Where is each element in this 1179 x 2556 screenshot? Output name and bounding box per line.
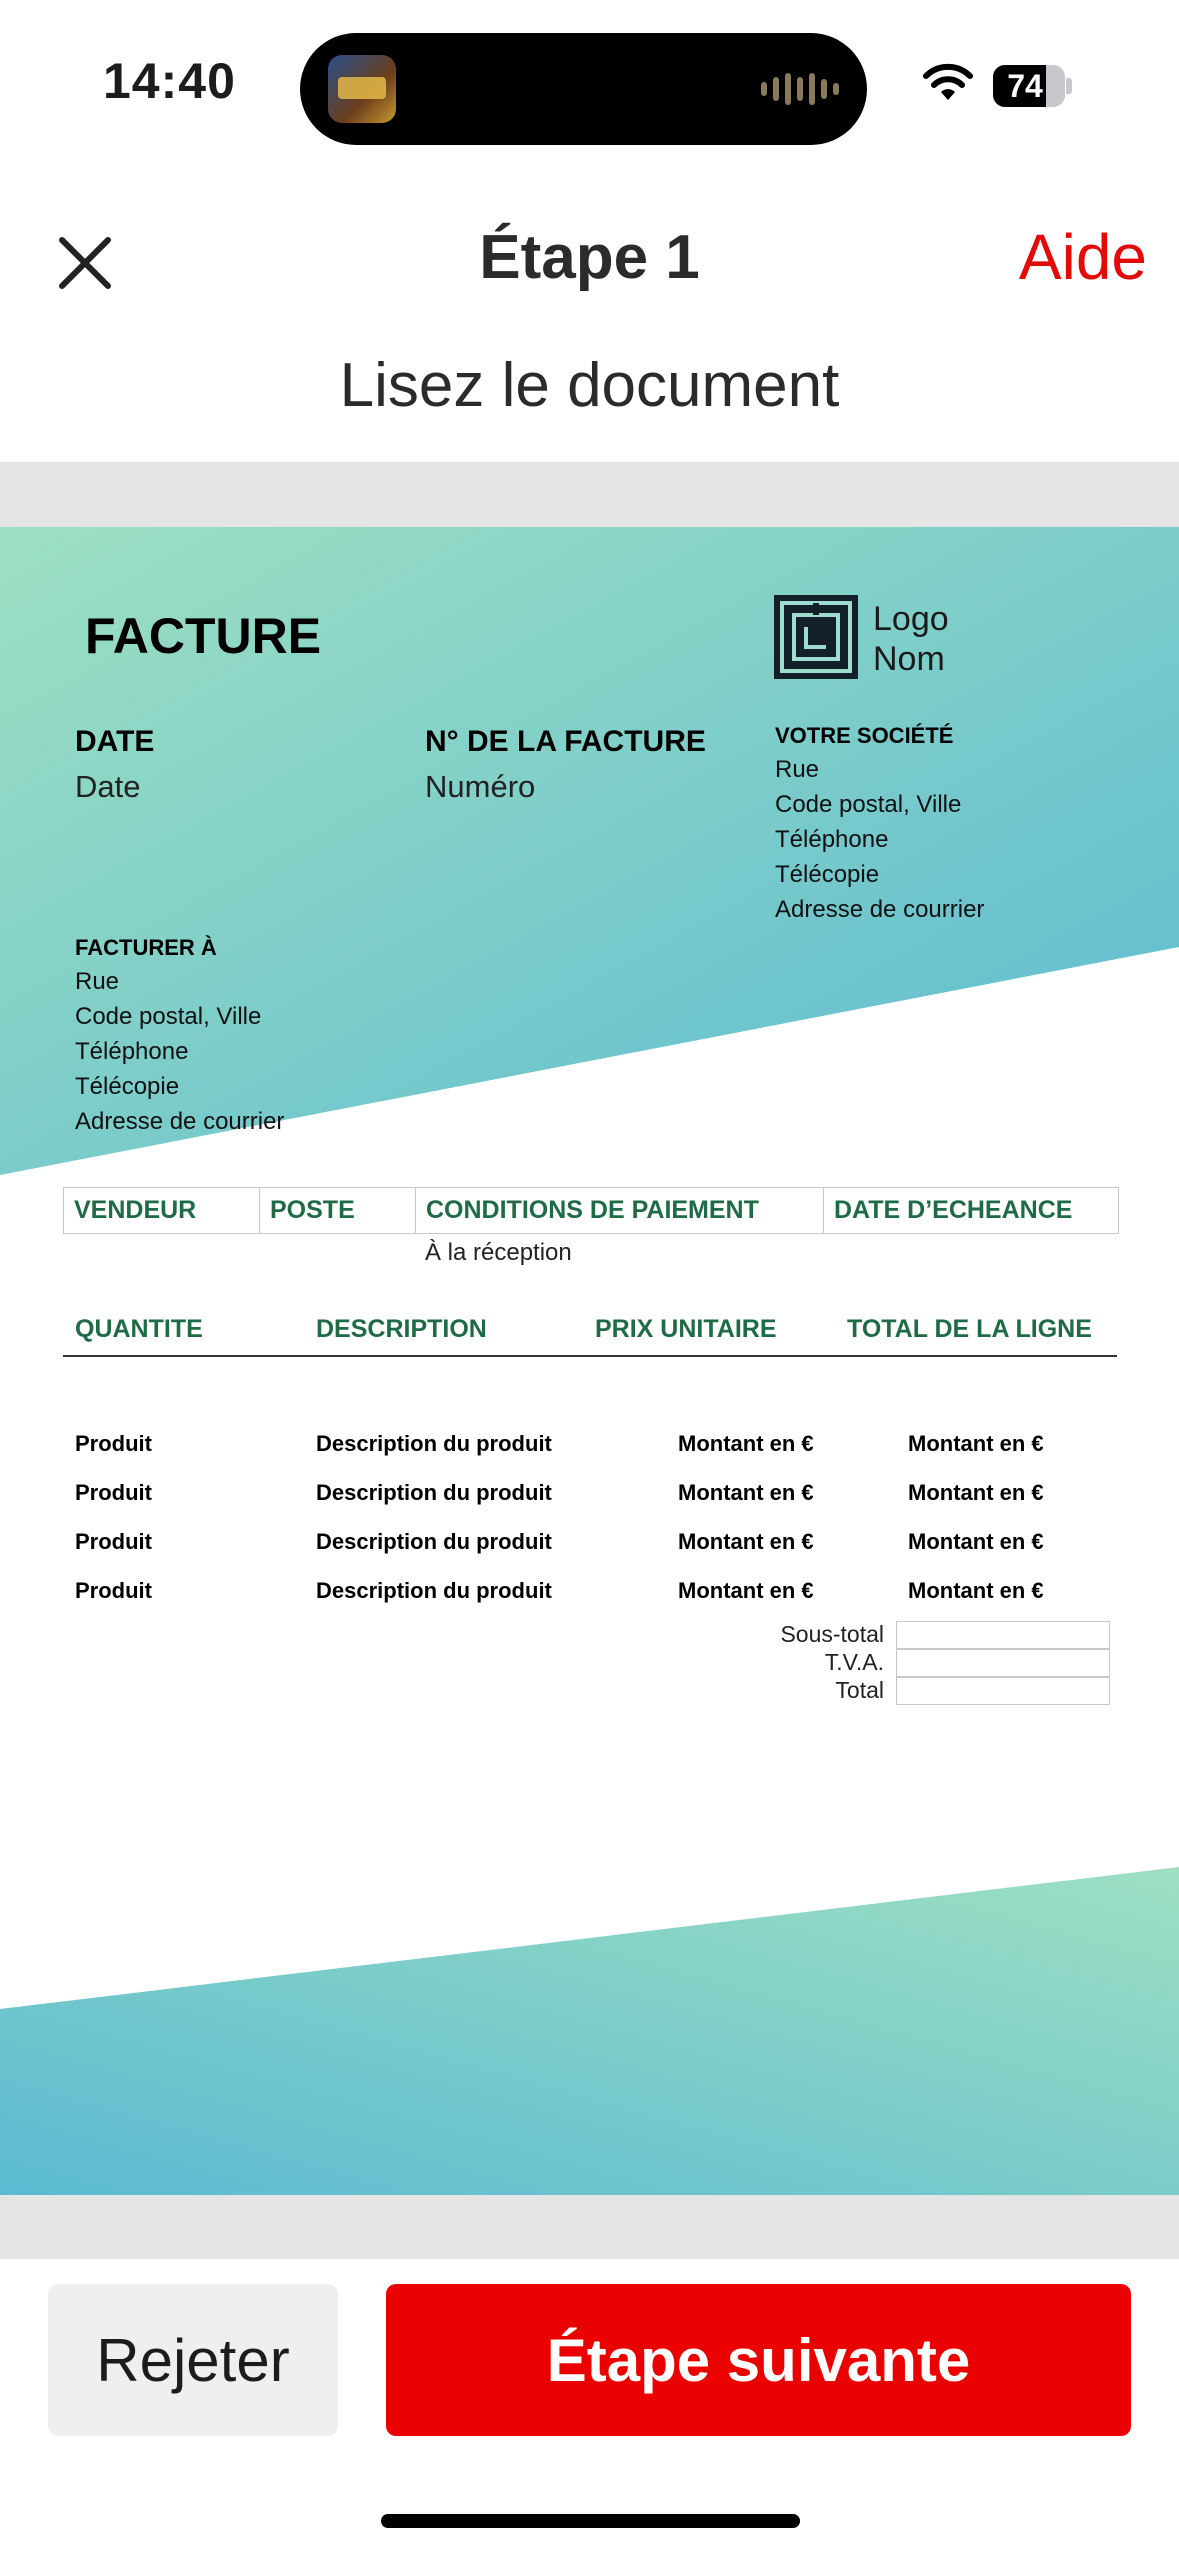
logo-name — [873, 599, 949, 679]
item-unit-price: Montant en € — [678, 1480, 814, 1505]
company-address — [775, 752, 984, 927]
item-quantity: Produit — [75, 1431, 152, 1456]
app-thumbnail-icon — [328, 55, 396, 123]
reject-button[interactable]: Rejeter — [48, 2284, 338, 2436]
item-description: Description du produit — [316, 1578, 552, 1603]
audio-waveform-icon — [761, 73, 839, 105]
items-table-header — [63, 1315, 1117, 1357]
company-label: VOTRE SOCIÉTÉ — [775, 723, 954, 748]
item-line-total: Montant en € — [908, 1480, 1044, 1505]
home-indicator[interactable] — [381, 2514, 800, 2528]
position-header: POSTE — [260, 1188, 416, 1233]
bill-to-phone: Téléphone — [75, 1038, 189, 1065]
payment-terms-value: À la réception — [425, 1239, 572, 1266]
status-time: 14:40 — [103, 53, 236, 109]
date-value: Date — [75, 769, 141, 804]
unit-price-header: PRIX UNITAIRE — [595, 1315, 777, 1343]
item-line-total: Montant en € — [908, 1578, 1044, 1603]
vat-box — [896, 1649, 1110, 1677]
company-phone: Téléphone — [775, 826, 889, 853]
line-total-header: TOTAL DE LA LIGNE — [847, 1315, 1092, 1343]
dynamic-island — [300, 33, 867, 145]
invoice-title: FACTURE — [85, 608, 322, 664]
invoice-number-label: N° DE LA FACTURE — [425, 725, 706, 758]
item-unit-price: Montant en € — [678, 1529, 814, 1554]
item-row — [0, 1578, 1179, 1618]
company-city: Code postal, Ville — [775, 791, 962, 818]
item-description: Description du produit — [316, 1431, 552, 1456]
invoice-document — [0, 527, 1179, 2195]
item-quantity: Produit — [75, 1480, 152, 1505]
bill-to-fax: Télécopie — [75, 1073, 180, 1100]
document-viewer[interactable] — [0, 462, 1179, 2259]
item-row — [0, 1529, 1179, 1569]
invoice-number-value: Numéro — [425, 769, 536, 804]
next-step-button[interactable]: Étape suivante — [386, 2284, 1131, 2436]
step-title: Étape 1 — [479, 223, 700, 292]
logo-line-2: Nom — [873, 640, 945, 678]
battery-icon — [993, 65, 1065, 107]
item-description: Description du produit — [316, 1480, 552, 1505]
item-row — [0, 1480, 1179, 1520]
info-table-header — [63, 1187, 1119, 1234]
seller-header: VENDEUR — [64, 1188, 260, 1233]
bill-to-email: Adresse de courrier — [75, 1108, 285, 1135]
payment-terms-header: CONDITIONS DE PAIEMENT — [416, 1188, 824, 1233]
bill-to-city: Code postal, Ville — [75, 1003, 262, 1030]
total-box — [896, 1677, 1110, 1705]
subtotal-label: Sous-total — [780, 1621, 884, 1647]
company-fax: Télécopie — [775, 861, 880, 888]
subtotal-box — [896, 1621, 1110, 1649]
bill-to-street: Rue — [75, 968, 120, 995]
item-row — [0, 1431, 1179, 1471]
step-subtitle: Lisez le document — [339, 351, 840, 420]
bill-to-label: FACTURER À — [75, 935, 217, 960]
vat-label: T.V.A. — [824, 1649, 884, 1675]
footer-gradient-shape — [0, 1867, 1179, 2195]
item-unit-price: Montant en € — [678, 1578, 814, 1603]
battery-percent: 74 — [1007, 68, 1043, 104]
item-line-total: Montant en € — [908, 1529, 1044, 1554]
item-description: Description du produit — [316, 1529, 552, 1554]
company-street: Rue — [775, 756, 820, 783]
help-link[interactable]: Aide — [1018, 221, 1147, 293]
item-quantity: Produit — [75, 1578, 152, 1603]
description-header: DESCRIPTION — [316, 1315, 487, 1343]
due-date-header: DATE D’ECHEANCE — [834, 1196, 1073, 1224]
quantity-header: QUANTITE — [75, 1315, 203, 1343]
bill-to-address — [75, 964, 284, 1139]
total-label: Total — [835, 1677, 884, 1703]
item-unit-price: Montant en € — [678, 1431, 814, 1456]
item-quantity: Produit — [75, 1529, 152, 1554]
logo-maze-icon — [774, 595, 858, 679]
logo-line-1: Logo — [873, 600, 949, 638]
company-email: Adresse de courrier — [775, 896, 985, 923]
date-label: DATE — [75, 725, 155, 758]
wifi-icon — [922, 62, 974, 102]
item-line-total: Montant en € — [908, 1431, 1044, 1456]
battery-tip — [1066, 78, 1072, 94]
